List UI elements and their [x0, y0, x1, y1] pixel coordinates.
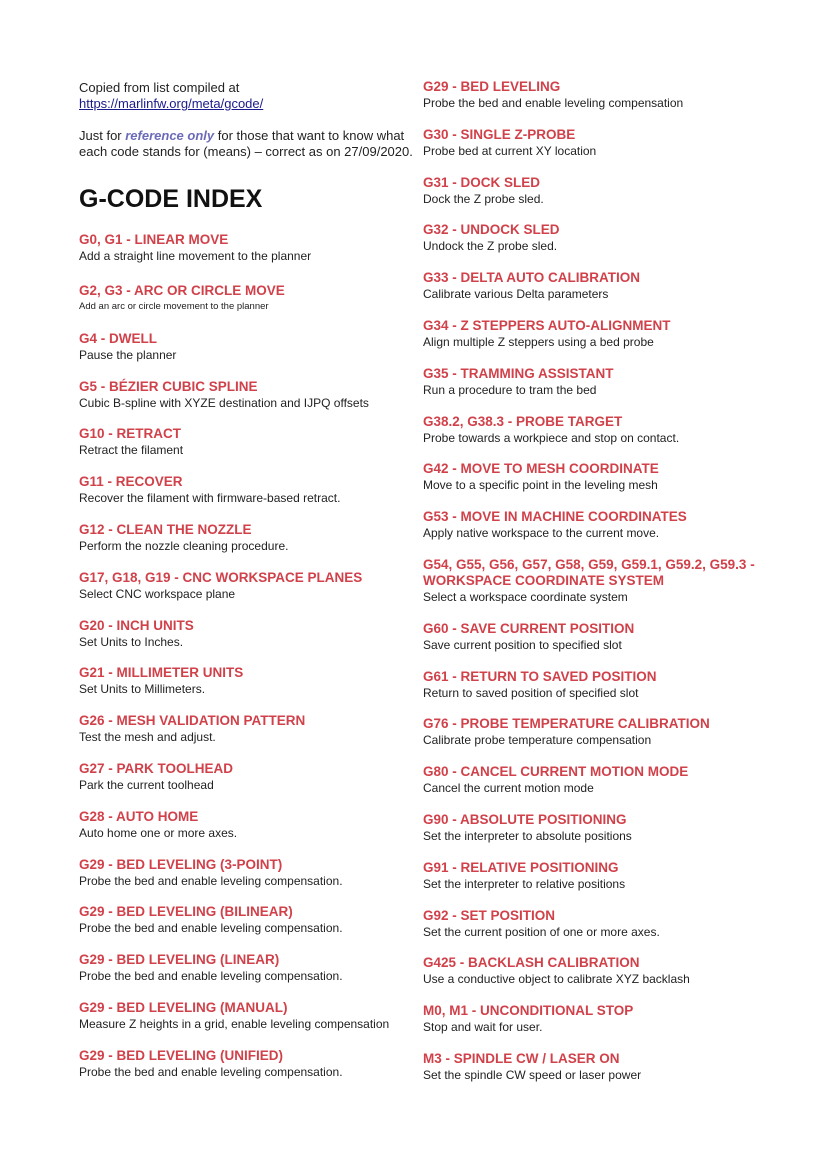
gcode-entry: [423, 461, 793, 493]
gcode-description: Return to saved position of specified slot: [423, 685, 639, 700]
gcode-entry: [423, 127, 793, 159]
gcode-entry: [79, 232, 414, 264]
gcode-heading: G2, G3 - ARC OR CIRCLE MOVE: [79, 283, 285, 298]
gcode-entry: [79, 904, 414, 936]
gcode-entry: [423, 414, 793, 446]
gcode-description: Move to a specific point in the leveling mesh: [423, 478, 658, 493]
gcode-entry: [79, 952, 414, 984]
gcode-entry: [423, 366, 793, 398]
left-column: [79, 80, 414, 1080]
gcode-heading: G80 - CANCEL CURRENT MOTION MODE: [423, 764, 689, 780]
gcode-heading: G26 - MESH VALIDATION PATTERN: [79, 713, 306, 729]
gcode-description: Set Units to Millimeters.: [79, 682, 206, 697]
gcode-heading: G38.2, G38.3 - PROBE TARGET: [423, 413, 623, 429]
gcode-entry: [79, 761, 414, 793]
gcode-heading: G29 - BED LEVELING (UNIFIED): [79, 1047, 284, 1063]
gcode-description: Cancel the current motion mode: [423, 781, 594, 796]
gcode-entry: [423, 764, 793, 796]
gcode-description: Set the interpreter to absolute positions: [423, 828, 632, 843]
gcode-entry: [423, 222, 793, 254]
gcode-entry: [79, 331, 414, 363]
gcode-heading: G21 - MILLIMETER UNITS: [79, 665, 244, 681]
gcode-description: Probe the bed and enable leveling compensation: [423, 96, 684, 110]
gcode-heading: M0, M1 - UNCONDITIONAL STOP: [423, 1003, 634, 1019]
gcode-entry: [79, 474, 414, 506]
gcode-heading: G29 - BED LEVELING (MANUAL): [79, 999, 288, 1015]
intro-source: [79, 80, 414, 112]
gcode-heading: G29 - BED LEVELING (3-POINT): [79, 856, 283, 872]
gcode-description: Test the mesh and adjust.: [79, 730, 216, 745]
gcode-heading: G42 - MOVE TO MESH COORDINATE: [423, 461, 659, 477]
intro-just-for: Just for: [79, 128, 126, 143]
gcode-description: Dock the Z probe sled.: [423, 191, 544, 206]
gcode-description: Probe the bed and enable leveling compensation.: [79, 969, 343, 984]
gcode-heading: G4 - DWELL: [79, 330, 157, 346]
gcode-description: Add an arc or circle movement to the planner: [79, 301, 269, 312]
gcode-description: Use a conductive object to calibrate XYZ backlash: [423, 972, 690, 987]
gcode-description: Probe the bed and enable leveling compensation.: [79, 873, 343, 888]
gcode-entry: [79, 379, 414, 411]
gcode-entry: [423, 270, 793, 302]
gcode-heading: G33 - DELTA AUTO CALIBRATION: [423, 270, 640, 286]
gcode-heading: G20 - INCH UNITS: [79, 617, 194, 633]
gcode-description: Save current position to specified slot: [423, 637, 622, 652]
gcode-entry: [423, 1051, 793, 1083]
gcode-entry: [423, 860, 793, 892]
gcode-description: Set the spindle CW speed or laser power: [423, 1067, 642, 1082]
gcode-entry: [79, 1000, 414, 1032]
intro-rest: for those that want to know what each code stands for (means) – correct as on 27/09/2020.: [79, 128, 413, 159]
gcode-description: Apply native workspace to the current move.: [423, 526, 660, 541]
gcode-heading: G31 - DOCK SLED: [423, 174, 541, 190]
gcode-heading: G27 - PARK TOOLHEAD: [79, 760, 234, 776]
intro-line1: Copied from list compiled at: [79, 80, 240, 95]
gcode-heading: G11 - RECOVER: [79, 474, 183, 490]
gcode-entry: [79, 426, 414, 458]
gcode-heading: G28 - AUTO HOME: [79, 808, 199, 824]
gcode-heading: G35 - TRAMMING ASSISTANT: [423, 365, 614, 381]
gcode-entry: [79, 522, 414, 554]
gcode-entry: [423, 669, 793, 701]
gcode-entry: [79, 570, 414, 602]
gcode-description: Recover the filament with firmware-based retract.: [79, 491, 341, 506]
intro: [79, 80, 414, 160]
gcode-entry: [423, 716, 793, 748]
gcode-heading: G34 - Z STEPPERS AUTO-ALIGNMENT: [423, 317, 671, 333]
gcode-description: Probe the bed and enable leveling compensation.: [79, 921, 343, 936]
gcode-entry: [423, 621, 793, 653]
gcode-heading: G53 - MOVE IN MACHINE COORDINATES: [423, 509, 687, 525]
gcode-description: Align multiple Z steppers using a bed probe: [423, 334, 654, 349]
gcode-description: Calibrate probe temperature compensation: [423, 733, 652, 748]
gcode-heading: G12 - CLEAN THE NOZZLE: [79, 521, 252, 537]
gcode-description: Select CNC workspace plane: [79, 586, 236, 601]
gcode-entry: [79, 665, 414, 697]
gcode-heading: G90 - ABSOLUTE POSITIONING: [423, 811, 627, 827]
gcode-description: Auto home one or more axes.: [79, 825, 238, 840]
gcode-description: Undock the Z probe sled.: [423, 239, 558, 254]
gcode-description: Calibrate various Delta parameters: [423, 287, 609, 302]
gcode-heading: M3 - SPINDLE CW / LASER ON: [423, 1050, 620, 1066]
gcode-description: Perform the nozzle cleaning procedure.: [79, 538, 289, 553]
source-link[interactable]: https://marlinfw.org/meta/gcode/: [79, 96, 264, 111]
gcode-description: Run a procedure to tram the bed: [423, 382, 597, 397]
gcode-description: Set the interpreter to relative positions: [423, 876, 626, 891]
gcode-heading: G61 - RETURN TO SAVED POSITION: [423, 668, 657, 684]
gcode-entry: [423, 509, 793, 541]
gcode-heading: G0, G1 - LINEAR MOVE: [79, 232, 229, 247]
gcode-heading: G10 - RETRACT: [79, 426, 182, 442]
gcode-entry: [79, 809, 414, 841]
gcode-description: Set the current position of one or more axes.: [423, 924, 660, 939]
page-title: G-CODE INDEX: [79, 185, 263, 213]
gcode-description: Pause the planner: [79, 347, 177, 362]
gcode-description: Set Units to Inches.: [79, 634, 184, 649]
gcode-entry: [423, 79, 793, 111]
gcode-heading: G30 - SINGLE Z-PROBE: [423, 126, 576, 142]
gcode-description: Add a straight line movement to the planner: [79, 249, 312, 263]
gcode-entry: [79, 618, 414, 650]
gcode-entry: [423, 955, 793, 987]
reference-only-emphasis: reference only: [125, 128, 215, 143]
gcode-entry: [423, 175, 793, 207]
gcode-entry: [423, 557, 793, 605]
gcode-description: Probe bed at current XY location: [423, 143, 597, 158]
gcode-entry: [79, 857, 414, 889]
gcode-entry: [79, 713, 414, 745]
gcode-entry: [423, 908, 793, 940]
gcode-heading: G5 - BÉZIER CUBIC SPLINE: [79, 378, 258, 394]
gcode-entry: [79, 1048, 414, 1080]
gcode-heading: G91 - RELATIVE POSITIONING: [423, 859, 619, 875]
right-column: [423, 79, 793, 1083]
gcode-description: Select a workspace coordinate system: [423, 589, 628, 604]
gcode-heading: G425 - BACKLASH CALIBRATION: [423, 955, 640, 971]
gcode-heading: G54, G55, G56, G57, G58, G59, G59.1, G59.2, G59.3 - WORKSPACE COORDINATE SYSTEM: [423, 556, 755, 588]
gcode-description: Park the current toolhead: [79, 777, 214, 792]
gcode-heading: G76 - PROBE TEMPERATURE CALIBRATION: [423, 716, 710, 732]
gcode-description: Measure Z heights in a grid, enable leveling compensation: [79, 1016, 390, 1031]
gcode-entry: [423, 318, 793, 350]
gcode-heading: G32 - UNDOCK SLED: [423, 222, 560, 238]
gcode-heading: G17, G18, G19 - CNC WORKSPACE PLANES: [79, 569, 363, 585]
gcode-description: Stop and wait for user.: [423, 1020, 543, 1035]
gcode-heading: G92 - SET POSITION: [423, 907, 556, 923]
gcode-heading: G29 - BED LEVELING (BILINEAR): [79, 904, 293, 920]
gcode-heading: G29 - BED LEVELING: [423, 79, 561, 94]
gcode-description: Cubic B-spline with XYZE destination and IJPQ offsets: [79, 395, 369, 410]
gcode-entry: [423, 1003, 793, 1035]
left-entry-list: [79, 232, 414, 1080]
gcode-description: Retract the filament: [79, 443, 184, 458]
intro-note: [79, 128, 414, 160]
gcode-heading: G29 - BED LEVELING (LINEAR): [79, 952, 280, 968]
gcode-entry: [423, 812, 793, 844]
gcode-description: Probe towards a workpiece and stop on contact.: [423, 430, 680, 445]
gcode-description: Probe the bed and enable leveling compensation.: [79, 1064, 343, 1079]
gcode-heading: G60 - SAVE CURRENT POSITION: [423, 620, 635, 636]
gcode-entry: [79, 283, 414, 315]
